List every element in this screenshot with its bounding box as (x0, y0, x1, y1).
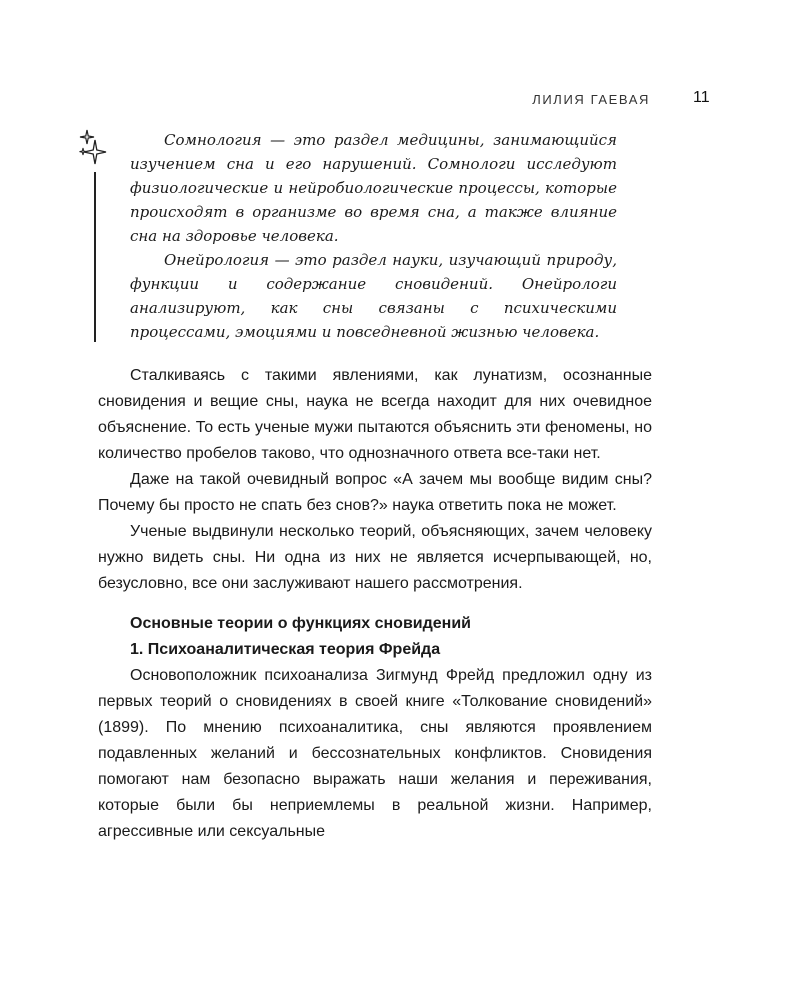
callout-paragraph-somnology: Сомнология — это раздел медицины, занимающийся изучением сна и его нарушений. Сомнологи исследуют физиологические и нейробиологические процессы, которые происходят в организме во время сна, а также влияние сна на здоровье человека. (130, 131, 617, 245)
running-head-author: ЛИЛИЯ ГАЕВАЯ (532, 92, 650, 107)
page-number: 11 (693, 89, 710, 106)
callout-paragraph-oneirology: Онейрология — это раздел науки, изучающий природу, функции и содержание сновидений. Онейрологи анализируют, как сны связаны с психическими процессами, эмоциями и повседневной жизнью человека. (130, 251, 617, 341)
body-paragraph: Даже на такой очевидный вопрос «А зачем мы вообще видим сны? Почему бы просто не спать без снов?» наука ответить пока не может. (98, 471, 652, 514)
body-paragraph: Сталкиваясь с такими явлениями, как лунатизм, осознанные сновидения и вещие сны, наука не всегда находит для них очевидное объяснение. То есть ученые мужи пытаются объяснить эти феномены, но количество пробелов таково, что однозначного ответа все-таки нет. (98, 367, 652, 462)
body-paragraph: Ученые выдвинули несколько теорий, объясняющих, зачем человеку нужно видеть сны. Ни одна из них не является исчерпывающей, но, безусловно, все они заслуживают нашего рассмотрения. (98, 523, 652, 592)
body-text (98, 363, 652, 845)
section-heading: Основные теории о функциях сновидений (130, 615, 472, 632)
callout-rule (94, 172, 96, 342)
sparkle-stars-icon (78, 128, 114, 176)
subheading: 1. Психоаналитическая теория Фрейда (130, 641, 441, 658)
body-paragraph: Основоположник психоанализа Зигмунд Фрейд предложил одну из первых теорий о сновидениях в своей книге «Толкование сновидений» (1899). По мнению психоаналитика, сны являются проявлением подавленных желаний и бессознательных конфликтов. Сновидения помогают нам безопасно выражать наши желания и переживания, которые были бы неприемлемы в реальной жизни. Например, агрессивные или сексуальные (98, 667, 652, 840)
definition-callout (130, 128, 617, 344)
